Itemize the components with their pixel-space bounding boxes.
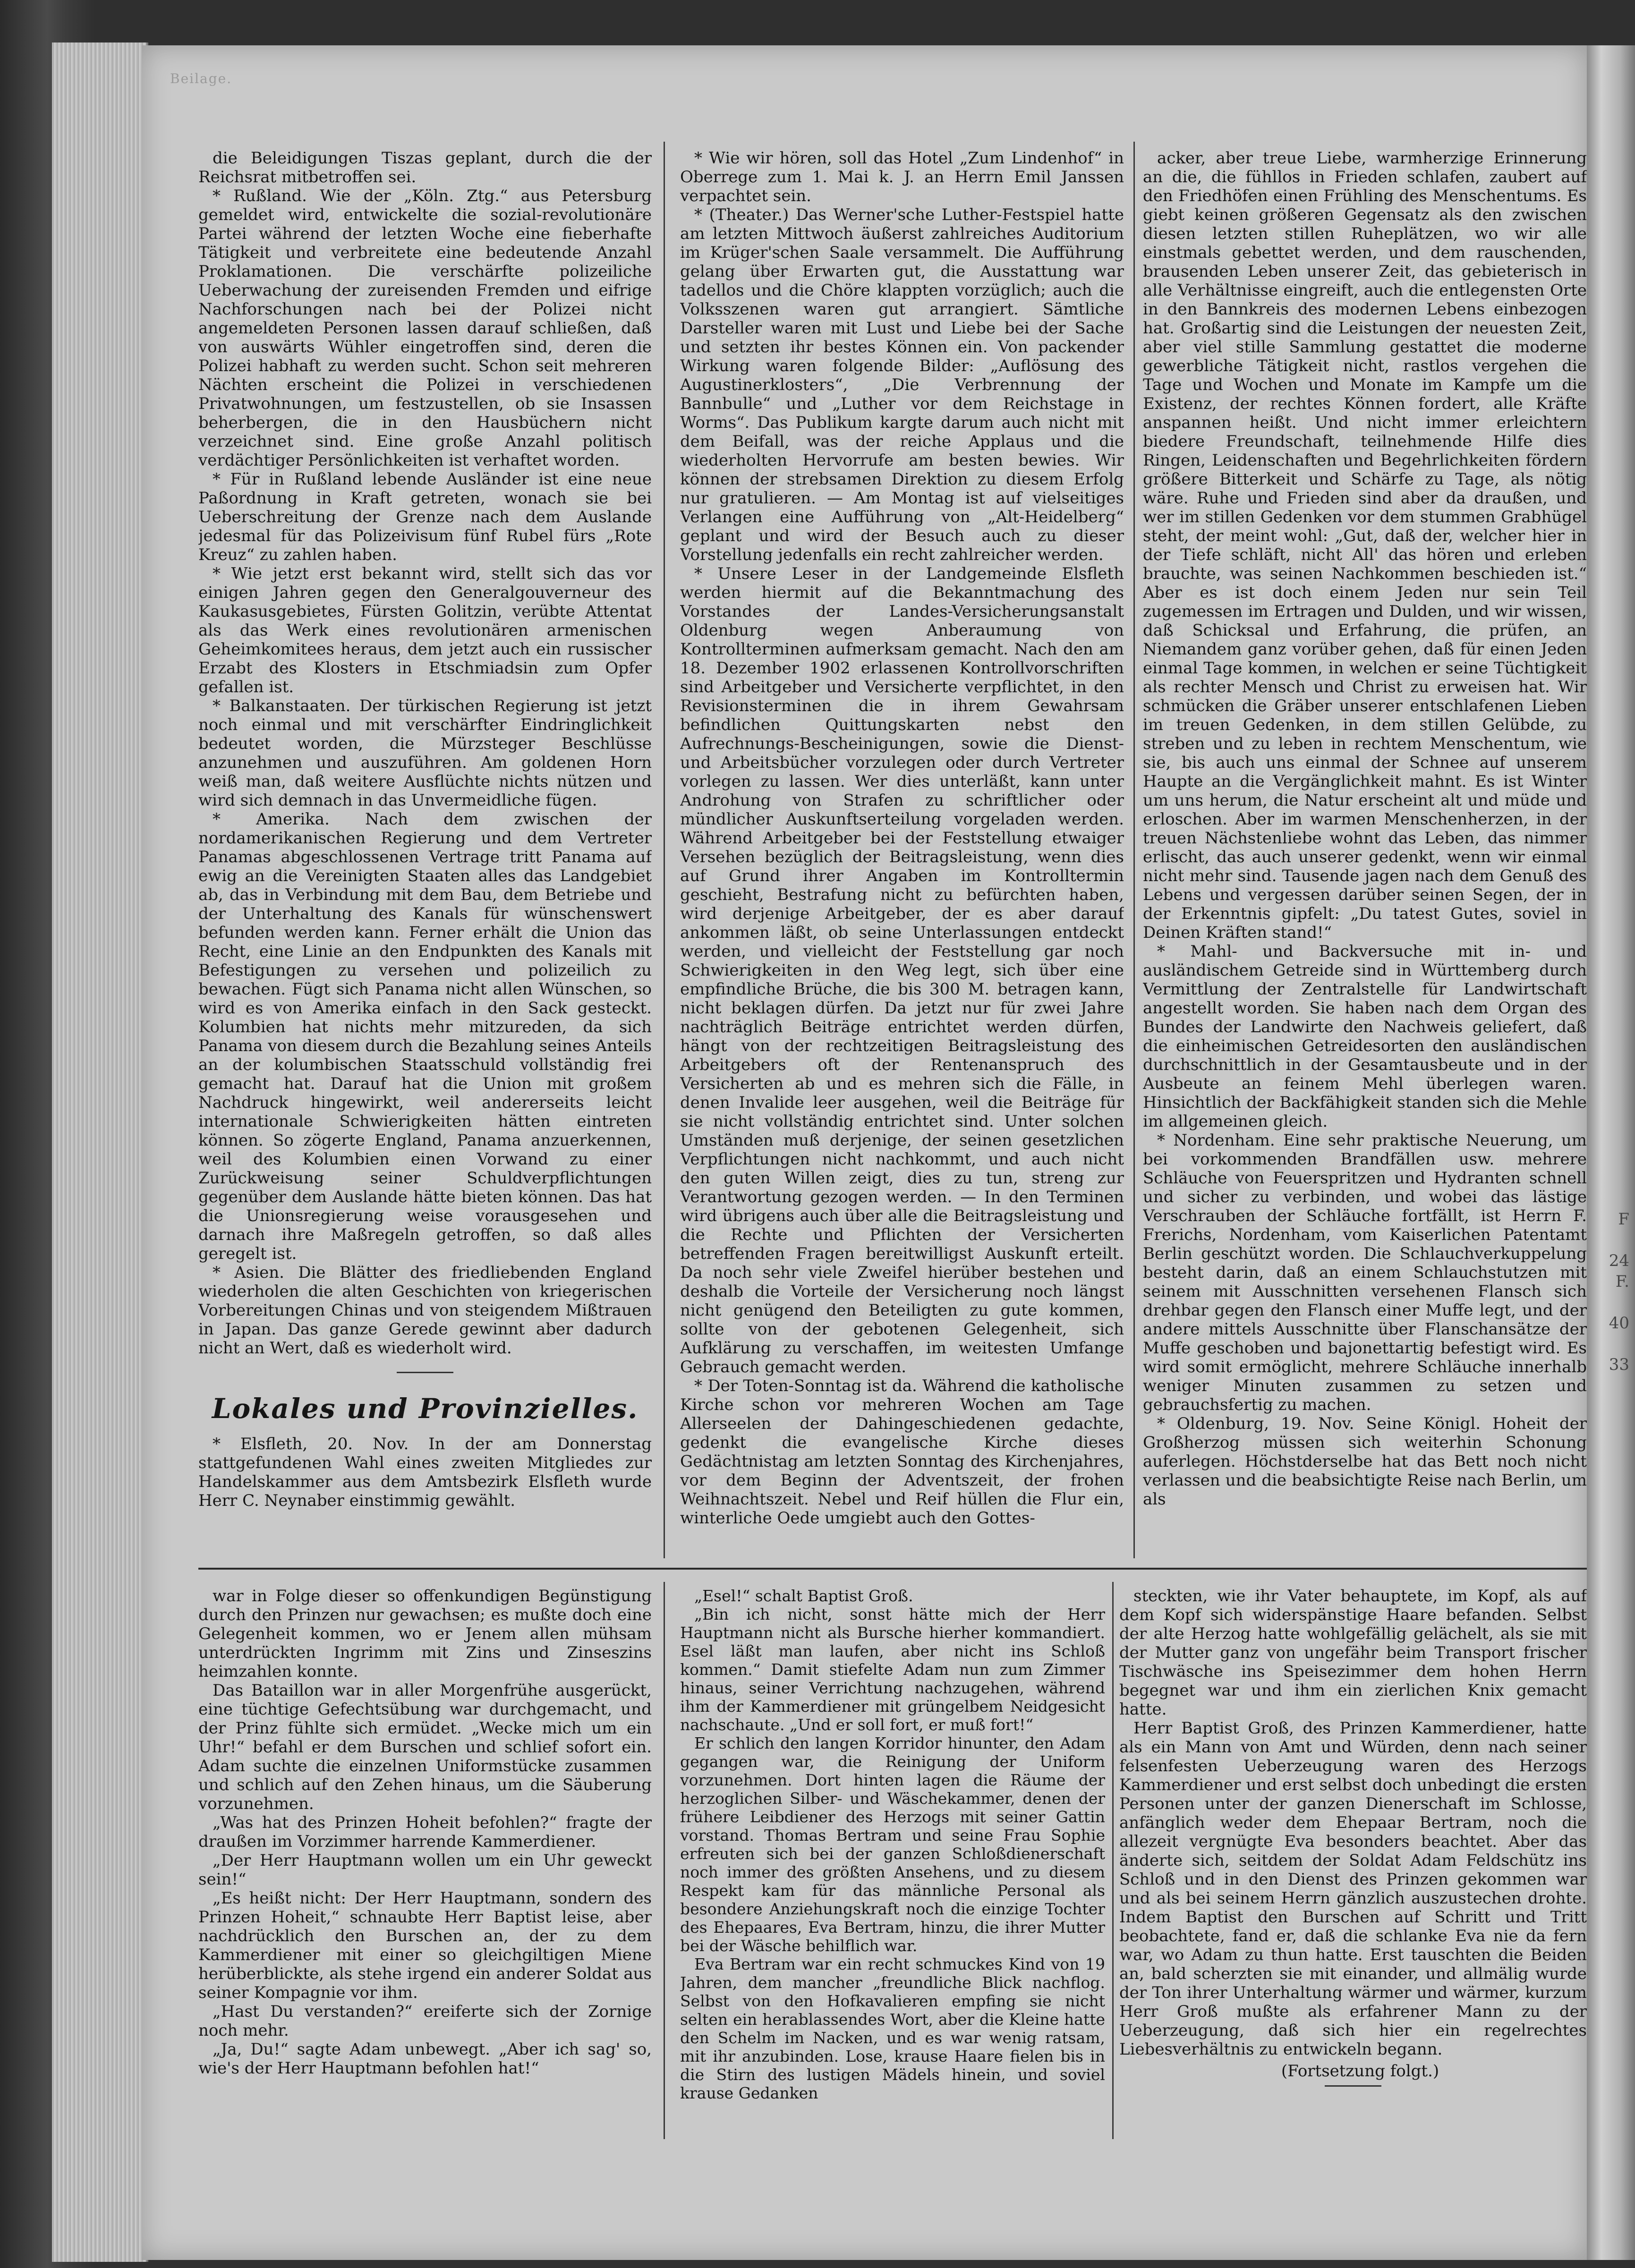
top-middle-paragraph: * (Theater.) Das Werner'sche Luther-Festspiel hatte am letzten Mittwoch äußerst zahlreiches Auditorium im Krüger'schen Saale versammelt. Die Aufführung gelang über Erwarten gut, die Ausstattung war tadellos und die Chöre klappten vorzüglich; auch die Volksszenen waren gut arrangiert. Sämtliche Darsteller waren mit Lust und Liebe bei der Sache und setzten ihr bestes Können ein. Von packender Wirkung waren folgende Bilder: „Auflösung des Augustinerklosters“, „Die Verbrennung der Bannbulle“ und „Luther vor dem Reichstage in Worms“. Das Publikum kargte darum auch nicht mit dem Beifall, was der reiche Applaus und die wiederholten Hervorrufe am besten bewies. Wir können der strebsamen Direktion zu diesem Erfolg nur gratulieren. — Am Montag ist auf vielseitiges Verlangen eine Aufführung von „Alt-Heidelberg“ geplant und wird der Besuch auch zu dieser Vorstellung jedenfalls ein recht zahlreicher werden.: [680, 205, 1124, 564]
end-separator: [1325, 2085, 1381, 2087]
top-middle-paragraph: * Der Toten-Sonntag ist da. Während die katholische Kirche schon vor mehreren Wochen am Tage Allerseelen der Dahingeschiedenen gedachte, gedenkt die evangelische Kirche dieses Gedächtnistag am letzten Sonntag des Kirchenjahres, vor dem Beginn der Adventszeit, der frohen Weihnachtszeit. Nebel und Reif hüllen die Flur ein, winterliche Oede umgiebt auch den Gottes-: [680, 1376, 1124, 1528]
column-rule-top-1: [664, 142, 665, 1558]
column-bottom-left: [198, 1587, 652, 2120]
bottom-middle-paragraph: Eva Bertram war ein recht schmuckes Kind von 19 Jahren, dem mancher „freundliche Blick nachflog. Selbst von den Hofkavalieren empfing sie nicht selten ein herablassendes Wort, aber die Kleine hatte den Schelm im Nacken, und es war wenig ratsam, mit ihr anzubinden. Lose, krause Haare fielen bis in die Stirn des lustigen Mädels hinein, und soviel krause Gedanken: [680, 1955, 1105, 2102]
top-left-paragraph: die Beleidigungen Tiszas geplant, durch die der Reichsrat mitbetroffen sei.: [198, 149, 652, 187]
bottom-left-paragraph: war in Folge dieser so offenkundigen Begünstigung durch den Prinzen nur gewachsen; es mußte doch eine Gelegenheit kommen, wo er Jenem allen mühsam unterdrückten Ingrimm mit Zins und Zinseszins heimzahlen konnte.: [198, 1587, 652, 1681]
section-title: Lokales und Provinzielles.: [212, 1393, 639, 1425]
bottom-left-paragraph: „Ja, Du!“ sagte Adam unbewegt. „Aber ich sag' so, wie's der Herr Hauptmann befohlen hat!“: [198, 2040, 652, 2078]
top-right-paragraph: * Oldenburg, 19. Nov. Seine Königl. Hoheit der Großherzog müssen sich weiterhin Schonung auferlegen. Höchstderselbe hat das Bett noch nicht verlassen und die beabsichtigte Reise nach Berlin, um als: [1143, 1414, 1587, 1509]
bottom-right-paragraph: Herr Baptist Groß, des Prinzen Kammerdiener, hatte als ein Mann von Amt und Würden, denn nach seiner felsenfesten Ueberzeugung waren des Herzogs Kammerdiener und erst selbst doch unbedingt die ersten Personen unter der ganzen Dienerschaft im Schlosse, anfänglich weder dem Ehepaar Bertram, noch die allezeit vergnügte Eva besonders beachtet. Aber das änderte sich, seitdem der Soldat Adam Feldschütz ins Schloß und in den Dienst des Prinzen gekommen war und als bei seinem Herrn gänzlich auszustechen drohte. Indem Baptist den Burschen auf Schritt und Tritt beobachtete, fand er, daß die schlanke Eva nie da fern war, wo Adam zu thun hatte. Erst tauschten die Beiden an, bald scherzten sie mit einander, und allmälig wurde der Ton ihrer Unterhaltung wärmer und wärmer, kurzum Herr Groß mußte als erfahrener Mann zu der Ueberzeugung, daß sich hier ein regelrechtes Liebesverhältnis zu entwickeln begann.: [1119, 1719, 1587, 2059]
top-left-after-paragraph: * Elsfleth, 20. Nov. In der am Donnerstag stattgefundenen Wahl eines zweiten Mitgliedes zur Handelskammer aus dem Amtsbezirk Elsfleth wurde Herr C. Neynaber einstimmig gewählt.: [198, 1435, 652, 1510]
bleed-fragment: F: [1618, 1210, 1629, 1229]
top-left-paragraph: * Rußland. Wie der „Köln. Ztg.“ aus Petersburg gemeldet wird, entwickelte die sozial-revolutionäre Partei während der letzten Woche eine fieberhafte Tätigkeit und verbreitete eine bedeutende Anzahl Proklamationen. Die verschärfte polizeiliche Ueberwachung der zureisenden Fremden und eifrige Nachforschungen nach bei der Polizei nicht angemeldeten Personen lassen darauf schließen, daß von auswärts Wühler eingetroffen sind, deren die Polizei habhaft zu werden sucht. Schon seit mehreren Nächten erscheint die Polizei in verschiedenen Privatwohnungen, um festzustellen, ob sie Insassen beherbergen, die in den Hausbüchern nicht verzeichnet sind. Eine große Anzahl politisch verdächtiger Persönlichkeiten ist verhaftet worden.: [198, 187, 652, 470]
bottom-left-paragraph: „Hast Du verstanden?“ ereiferte sich der Zornige noch mehr.: [198, 2002, 652, 2040]
top-right-paragraph: acker, aber treue Liebe, warmherzige Erinnerung an die, die fühllos in Frieden schlafen, zaubert auf den Friedhöfen einen Frühling des Menschentums. Es giebt keinen größeren Gegensatz als den zwischen diesen letzten stillen Ruheplätzen, wo wir alle einstmals gebettet werden, und dem rauschenden, brausenden Leben unserer Zeit, das gebieterisch in alle Verhältnisse eingreift, auch die entlegensten Orte in den Bannkreis des modernen Lebens einbezogen hat. Großartig sind die Leistungen der neuesten Zeit, aber viel stille Sammlung gestattet die moderne gewerbliche Tätigkeit nicht, rastlos vergehen die Tage und Wochen und Monate im Kampfe um die Existenz, der rechtes Können fordert, alle Kräfte anspannen heißt. Und nicht immer erleichtern biedere Freundschaft, teilnehmende Hilfe dies Ringen, Leidenschaften und Begehrlichkeiten fördern größere Bitterkeit und Schärfe zu Tage, als nötig wäre. Ruhe und Frieden sind aber da draußen, und wer im stillen Gedenken vor dem stummen Grabhügel steht, der meint wohl: „Gut, daß der, welcher hier in der Tiefe schläft, nicht All' das hören und erleben brauchte, was seinen Nachkommen beschieden ist.“ Aber es ist doch einem Jeden nur sein Teil zugemessen im Ertragen und Dulden, und wir wissen, daß Schicksal und Erfahrung, die prüfen, an Niemandem ganz vorüber gehen, daß für einen Jeden einmal Tage kommen, in welchen er seine Tüchtigkeit als rechter Mensch und Christ zu erweisen hat. Wir schmücken die Gräber unserer entschlafenen Lieben im treuen Gedenken, in dem stillen Gelübde, zu streben und zu leben in rechtem Menschentum, wie sie, bis auch uns einmal der Schnee auf unserem Haupte an die Vergänglichkeit mahnt. Es ist Winter um uns herum, die Natur erscheint alt und müde und erloschen. Aber im warmen Menschenherzen, in der treuen Nächstenliebe wohnt das Leben, das nimmer erlischt, das auch unserer gedenkt, wenn wir einmal nicht mehr sind. Tausende jagen nach dem Genuß des Lebens und vergessen darüber seinen Segen, der in der Erkenntnis gipfelt: „Du tatest Gutes, soviel in Deinen Kräften stand!“: [1143, 149, 1587, 942]
top-left-paragraph: * Für in Rußland lebende Ausländer ist eine neue Paßordnung in Kraft getreten, wonach sie bei Ueberschreitung der Grenze nach dem Auslande jedesmal für das Polizeivisum fünf Rubel fürs „Rote Kreuz“ zu zahlen haben.: [198, 470, 652, 564]
bleed-fragment: 40: [1609, 1314, 1629, 1333]
top-right-paragraph: * Nordenham. Eine sehr praktische Neuerung, um bei vorkommenden Brandfällen usw. mehrere Schläuche von Feuerspritzen und Hydranten schnell und sicher zu verbinden, und wobei das lästige Verschrauben der Schläuche fortfällt, ist Herrn F. Frerichs, Nordenham, vom Kaiserlichen Patentamt Berlin geschützt worden. Die Schlauchverkuppelung besteht darin, daß an einem Schlauchstutzen mit seinem mit Ausschnitten versehenen Flansch sich drehbar gegen den Flansch einer Muffe legt, und der andere mittels Ausschnitte über Flanschansätze der Muffe geschoben und bajonettartig befestigt wird. Es wird somit ermöglicht, mehrere Schläuche innerhalb weniger Minuten zusammen zu setzen und gebrauchsfertig zu machen.: [1143, 1131, 1587, 1414]
page-gutter: [1587, 45, 1635, 2260]
continuation-note: (Fortsetzung folgt.): [1281, 2062, 1439, 2081]
top-left-paragraph: * Asien. Die Blätter des friedliebenden England wiederholen die alten Geschichten von kriegerischen Vorbereitungen Chinas und von steigendem Mißtrauen in Japan. Das ganze Gerede gewinnt aber dadurch nicht an Wert, daß es wiederholt wird.: [198, 1263, 652, 1358]
bleed-fragment: [1601, 1292, 1629, 1313]
column-rule-bottom-1: [664, 1582, 665, 2139]
column-rule-top-2: [1133, 142, 1135, 1558]
bottom-left-paragraph: Das Bataillon war in aller Morgenfrühe ausgerückt, eine tüchtige Gefechtsübung war durchgemacht, und der Prinz fühlte sich ermüdet. „Wecke mich um ein Uhr!“ befahl er dem Burschen und schlief sofort ein. Adam suchte die einzelnen Uniformstücke zusammen und schlich auf den Zehen hinaus, um die Säuberung vorzunehmen.: [198, 1681, 652, 1813]
column-top-middle: [680, 149, 1124, 1556]
top-right-paragraph: * Mahl- und Backversuche mit in- und ausländischem Getreide sind in Württemberg durch Vermittlung der Zentralstelle für Landwirtschaft angestellt worden. Sie haben nach dem Organ des Bundes der Landwirte den Nachweis geliefert, daß die einheimischen Getreidesorten den ausländischen durchschnittlich in der Gesamtausbeute und in der Ausbeute an feinem Mehl überlegen waren. Hinsichtlich der Backfähigkeit standen sich die Mehle im allgemeinen gleich.: [1143, 942, 1587, 1131]
bottom-left-paragraph: „Es heißt nicht: Der Herr Hauptmann, sondern des Prinzen Hoheit,“ schnaubte Herr Baptist leise, aber nachdrücklich den Burschen an, der zu dem Kammerdiener mit einer so gleichgiltigen Miene herüberblickte, als stehe irgend ein anderer Soldat aus seiner Kompagnie vor ihm.: [198, 1889, 652, 2002]
column-bottom-middle: [680, 1587, 1105, 2120]
bleed-fragment: 33: [1609, 1355, 1629, 1374]
top-left-paragraph: * Wie jetzt erst bekannt wird, stellt sich das vor einigen Jahren gegen den Generalgouverneur des Kaukasusgebietes, Fürsten Golitzin, verübte Attentat als das Werk eines revolutionären armenischen Geheimkomitees heraus, dem jetzt auch ein russischer Erzabt des Klosters in Etschmiadsin zum Opfer gefallen ist.: [198, 564, 652, 697]
bleed-fragment: [1601, 1334, 1629, 1354]
bleed-fragment: 24: [1609, 1251, 1629, 1270]
top-middle-paragraph: * Unsere Leser in der Landgemeinde Elsfleth werden hiermit auf die Bekanntmachung des Vorstandes der Landes-Versicherungsanstalt Oldenburg wegen Anberaumung von Kontrollterminen aufmerksam gemacht. Nach den am 18. Dezember 1902 erlassenen Kontrollvorschriften sind Arbeitgeber und Versicherte verpflichtet, in den Revisionsterminen die in ihrem Gewahrsam befindlichen Quittungskarten nebst den Aufrechnungs-Bescheinigungen, sowie die Dienst- und Arbeitsbücher vorzulegen oder durch Vertreter vorlegen zu lassen. Wer dies unterläßt, kann unter Androhung von Strafen zu schriftlicher oder mündlicher Auskunftserteilung vorgeladen werden. Während Arbeitgeber bei der Feststellung etwaiger Versehen bezüglich der Beitragsleistung, wenn dies auf Grund ihrer Angaben im Kontrolltermin geschieht, Bestrafung nicht zu befürchten haben, wird derjenige Arbeitgeber, der es aber darauf ankommen läßt, ob seine Unterlassungen entdeckt werden, und vielleicht der Feststellung gar noch Schwierigkeiten in den Weg legt, sich über eine empfindliche Brüche, die bis 300 M. betragen kann, nicht beklagen dürfen. Da jetzt nur für zwei Jahre nachträglich Beiträge entrichtet werden dürfen, hängt von der rechtzeitigen Beitragsleistung des Arbeitgebers oft der Rentenanspruch des Versicherten ab und es mehren sich die Fälle, in denen Invalide leer ausgehen, weil die Beiträge für sie nicht vollständig entrichtet sind. Unter solchen Umständen muß derjenige, der seinen gesetzlichen Verpflichtungen nicht nachkommt, und auch nicht den guten Willen zeigt, dies zu tun, streng zur Verantwortung gezogen werden. — In den Terminen wird übrigens auch über alle die Beitragsleistung und die Rechte und Pflichten der Versicherten betreffenden Fragen bereitwilligst Auskunft erteilt. Da noch sehr viele Zweifel hierüber bestehen und deshalb die Vorteile der Versicherung noch längst nicht genügend den Beteiligten zu gute kommen, sollte von der gebotenen Gelegenheit, sich Aufklärung zu verschaffen, im weitesten Umfange Gebrauch gemacht werden.: [680, 564, 1124, 1376]
bleed-right-column: [1601, 1209, 1629, 1375]
top-left-paragraph: * Amerika. Nach dem zwischen der nordamerikanischen Regierung und dem Vertreter Panamas abgeschlossenen Vertrage tritt Panama auf ewig an die Vereinigten Staaten alles das Landgebiet ab, das in Verbindung mit dem Bau, dem Betriebe und der Unterhaltung des Kanals für wünschenswert befunden werden kann. Ferner erhält die Union das Recht, eine Linie an den Endpunkten des Kanals mit Befestigungen zu versehen und polizeilich zu bewachen. Fügt sich Panama nicht allen Wünschen, so wird es von Amerika einfach in den Sack gesteckt. Kolumbien hat nichts mehr mitzureden, da sich Panama von diesem durch die Bezahlung seines Anteils an der kolumbischen Staatsschuld vollständig frei gemacht hat. Darauf hat die Union mit großem Nachdruck hingewirkt, weil andererseits leicht internationale Schwierigkeiten hätten eintreten können. So zögerte England, Panama anzuerkennen, weil des Kolumbien einen Vorwand zu einer Zurückweisung seiner Schuldverpflichtungen gegenüber dem Auslande hätte bieten können. Das hat die Unionsregierung weise vorausgesehen und darnach ihre Maßregeln getroffen, so daß alles geregelt ist.: [198, 810, 652, 1263]
book-page-edges: [52, 42, 148, 2262]
bottom-left-paragraph: „Was hat des Prinzen Hoheit befohlen?“ fragte der draußen im Vorzimmer harrende Kammerdiener.: [198, 1813, 652, 1851]
section-separator: [397, 1372, 453, 1373]
bleed-fragment: F.: [1615, 1272, 1629, 1291]
bottom-middle-paragraph: Er schlich den langen Korridor hinunter, den Adam gegangen war, die Reinigung der Uniform vorzunehmen. Dort hinten lagen die Räume der herzoglichen Silber- und Wäschekammer, denen der frühere Leibdiener des Herzogs mit seiner Gattin vorstand. Thomas Bertram und seine Frau Sophie erfreuten sich bei der ganzen Schloßdienerschaft noch immer des größten Ansehens, und zu diesem Respekt kam für das männliche Personal als besondere Anziehungskraft noch die einzige Tochter des Ehepaares, Eva Bertram, hinzu, die ihrer Mutter bei der Wäsche behilflich war.: [680, 1734, 1105, 1955]
column-top-right: [1143, 149, 1587, 1556]
bottom-middle-paragraph: „Bin ich nicht, sonst hätte mich der Herr Hauptmann nicht als Bursche hierher kommandiert. Esel läßt man laufen, aber nicht ins Schloß kommen.“ Damit stiefelte Adam nun zum Zimmer hinaus, seiner Verrichtung nachzugehen, während ihm der Kammerdiener mit grüngelbem Neidgesicht nachschaute. „Und er soll fort, er muß fort!“: [680, 1605, 1105, 1734]
top-left-paragraph: * Balkanstaaten. Der türkischen Regierung ist jetzt noch einmal und mit verschärfter Eindringlichkeit bedeutet worden, die Mürzsteger Beschlüsse anzunehmen und auszuführen. Am goldenen Horn weiß man, daß weitere Ausflüchte nichts nützen und wird sich demnach in das Unvermeidliche fügen.: [198, 697, 652, 810]
top-middle-paragraph: * Wie wir hören, soll das Hotel „Zum Lindenhof“ in Oberrege zum 1. Mai k. J. an Herrn Emil Janssen verpachtet sein.: [680, 149, 1124, 205]
bottom-left-paragraph: „Der Herr Hauptmann wollen um ein Uhr geweckt sein!“: [198, 1851, 652, 1889]
header-ghost-text: Beilage.: [170, 71, 232, 86]
column-top-left: [198, 149, 652, 1556]
bottom-right-paragraph: steckten, wie ihr Vater behauptete, im Kopf, als auf dem Kopf sich widerspänstige Haare befanden. Selbst der alte Herzog hatte wohlgefällig gelächelt, als sie mit der Mutter ganz von ungefähr beim Transport frischer Tischwäsche ins Speisezimmer dem hohen Herrn begegnet war und ihm ein zierlichen Knix gemacht hatte.: [1119, 1587, 1587, 1719]
column-rule-bottom-2: [1112, 1582, 1114, 2139]
horizontal-divider: [198, 1568, 1587, 1570]
bottom-middle-paragraph: „Esel!“ schalt Baptist Groß.: [694, 1587, 913, 1605]
column-bottom-right: [1119, 1587, 1587, 2120]
bleed-fragment: [1601, 1230, 1629, 1250]
